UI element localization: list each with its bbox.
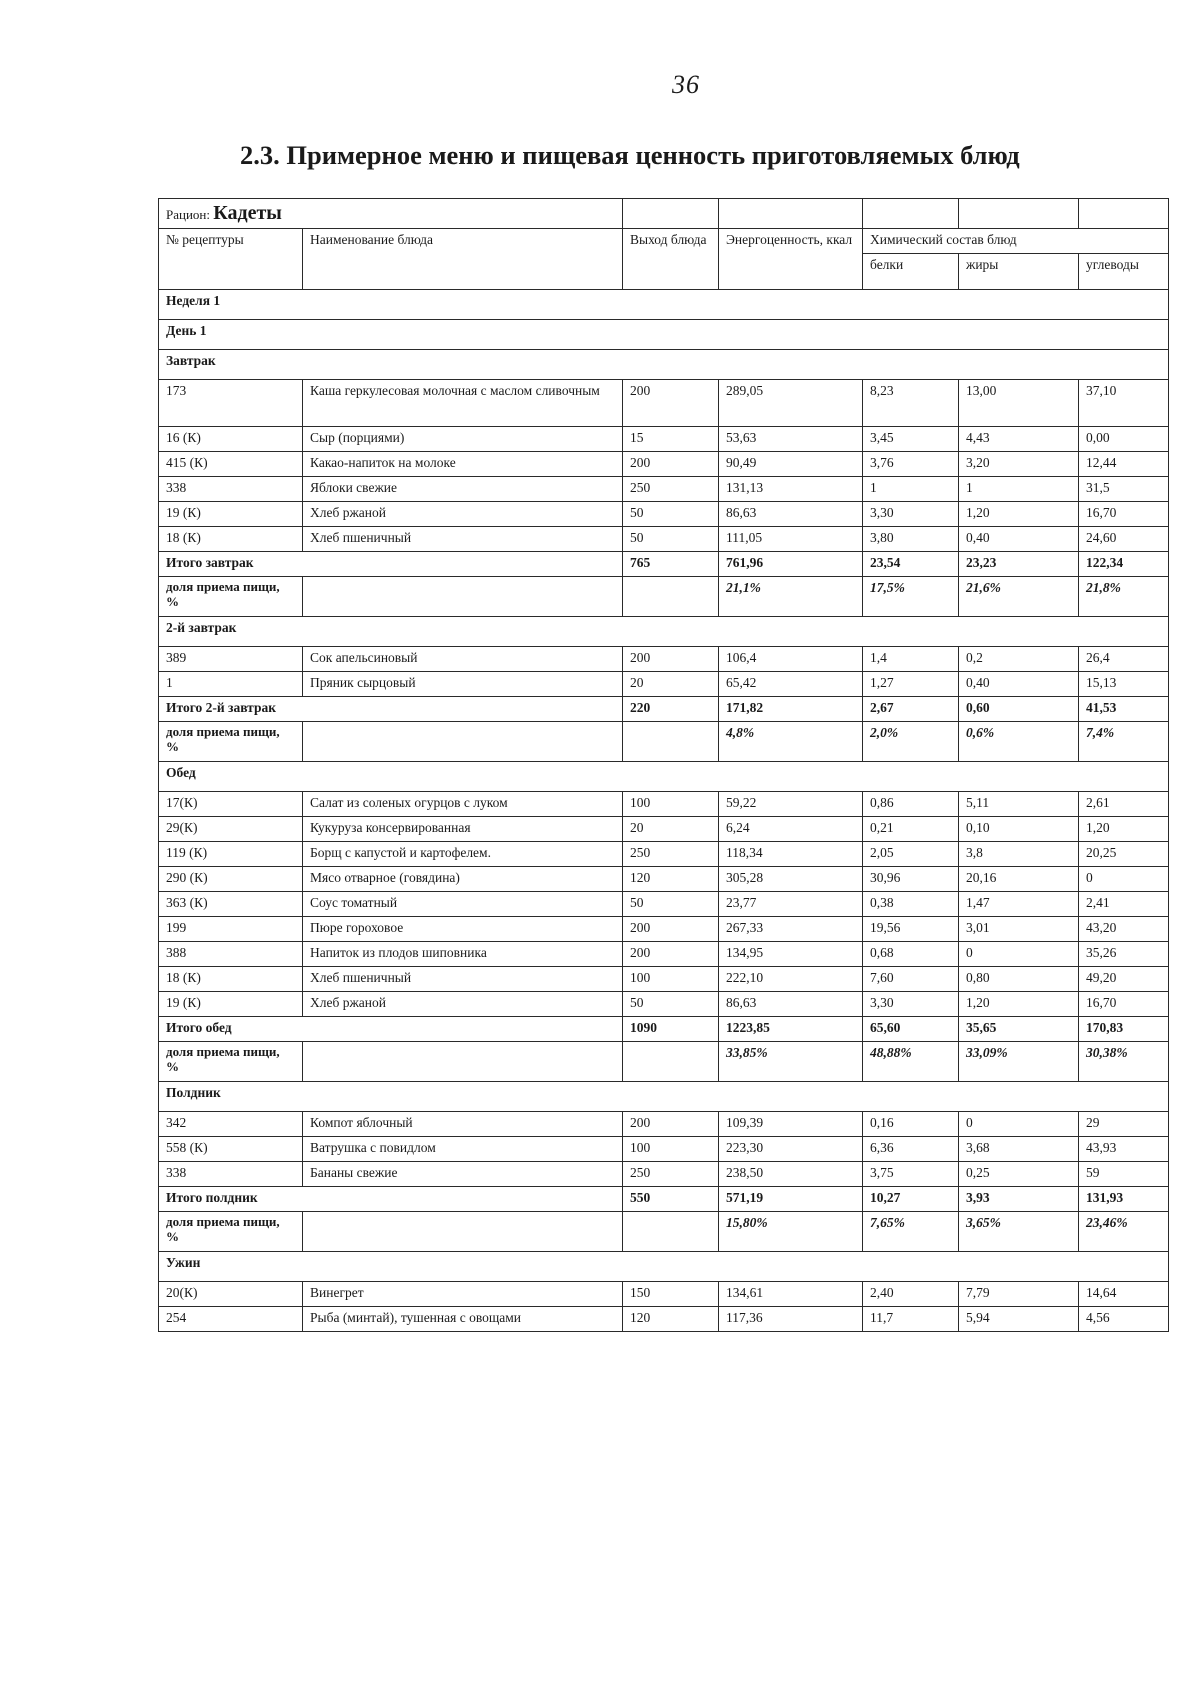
total-label: Итого 2-й завтрак: [159, 697, 623, 722]
share-carbs: 21,8%: [1079, 577, 1169, 617]
fat-cell: 5,11: [959, 792, 1079, 817]
total-row: [159, 1187, 1169, 1212]
share-label: доля приема пищи, %: [159, 722, 303, 762]
dish-cell: Борщ с капустой и картофелем.: [303, 842, 623, 867]
yield-cell: 250: [623, 477, 719, 502]
energy-cell: 23,77: [719, 892, 863, 917]
fat-cell: 3,20: [959, 452, 1079, 477]
recipe-cell: 16 (К): [159, 427, 303, 452]
menu-table: [158, 198, 1169, 1332]
share-empty-cell: [303, 1042, 623, 1082]
total-yield: 220: [623, 697, 719, 722]
protein-cell: 3,80: [863, 527, 959, 552]
energy-cell: 53,63: [719, 427, 863, 452]
recipe-cell: 389: [159, 647, 303, 672]
share-empty-cell: [623, 1212, 719, 1252]
yield-cell: 200: [623, 1112, 719, 1137]
table-row: [159, 867, 1169, 892]
total-row: [159, 697, 1169, 722]
carbs-cell: 12,44: [1079, 452, 1169, 477]
dish-cell: Напиток из плодов шиповника: [303, 942, 623, 967]
dish-cell: Кукуруза консервированная: [303, 817, 623, 842]
recipe-cell: 20(К): [159, 1282, 303, 1307]
total-label: Итого завтрак: [159, 552, 623, 577]
energy-cell: 106,4: [719, 647, 863, 672]
recipe-cell: 290 (К): [159, 867, 303, 892]
fat-cell: 0: [959, 1112, 1079, 1137]
fat-cell: 3,01: [959, 917, 1079, 942]
table-row: [159, 1282, 1169, 1307]
recipe-cell: 1: [159, 672, 303, 697]
dish-cell: Пряник сырцовый: [303, 672, 623, 697]
dish-cell: Яблоки свежие: [303, 477, 623, 502]
yield-cell: 20: [623, 672, 719, 697]
total-energy: 761,96: [719, 552, 863, 577]
fat-cell: 3,8: [959, 842, 1079, 867]
share-empty-cell: [623, 577, 719, 617]
carbs-cell: 31,5: [1079, 477, 1169, 502]
fat-cell: 0,25: [959, 1162, 1079, 1187]
dish-cell: Сок апельсиновый: [303, 647, 623, 672]
col-recipe-header: № рецептуры: [159, 229, 303, 290]
fat-cell: 3,68: [959, 1137, 1079, 1162]
protein-cell: 6,36: [863, 1137, 959, 1162]
share-row: [159, 1212, 1169, 1252]
yield-cell: 200: [623, 452, 719, 477]
table-row: [159, 992, 1169, 1017]
table-row: [159, 1307, 1169, 1332]
dish-cell: Какао-напиток на молоке: [303, 452, 623, 477]
share-label: доля приема пищи, %: [159, 1042, 303, 1082]
protein-cell: 19,56: [863, 917, 959, 942]
fat-cell: 5,94: [959, 1307, 1079, 1332]
share-protein: 7,65%: [863, 1212, 959, 1252]
share-energy: 21,1%: [719, 577, 863, 617]
share-empty-cell: [303, 577, 623, 617]
energy-cell: 223,30: [719, 1137, 863, 1162]
table-row: [159, 647, 1169, 672]
share-empty-cell: [303, 722, 623, 762]
yield-cell: 200: [623, 917, 719, 942]
protein-cell: 0,86: [863, 792, 959, 817]
total-energy: 571,19: [719, 1187, 863, 1212]
carbs-cell: 26,4: [1079, 647, 1169, 672]
dish-cell: Хлеб пшеничный: [303, 967, 623, 992]
energy-cell: 134,61: [719, 1282, 863, 1307]
table-row: [159, 502, 1169, 527]
table-row: [159, 527, 1169, 552]
yield-cell: 150: [623, 1282, 719, 1307]
dish-cell: Ватрушка с повидлом: [303, 1137, 623, 1162]
protein-cell: 8,23: [863, 380, 959, 427]
protein-cell: 2,40: [863, 1282, 959, 1307]
table-row: [159, 817, 1169, 842]
total-fat: 23,23: [959, 552, 1079, 577]
energy-cell: 238,50: [719, 1162, 863, 1187]
recipe-cell: 18 (К): [159, 527, 303, 552]
table-row: [159, 942, 1169, 967]
yield-cell: 250: [623, 1162, 719, 1187]
yield-cell: 100: [623, 792, 719, 817]
meal-section-row: [159, 1252, 1169, 1282]
day-label: День 1: [159, 320, 1169, 350]
protein-cell: 3,45: [863, 427, 959, 452]
protein-cell: 11,7: [863, 1307, 959, 1332]
yield-cell: 200: [623, 942, 719, 967]
table-row: [159, 452, 1169, 477]
fat-cell: 7,79: [959, 1282, 1079, 1307]
yield-cell: 50: [623, 892, 719, 917]
fat-cell: 0: [959, 942, 1079, 967]
fat-cell: 0,2: [959, 647, 1079, 672]
energy-cell: 267,33: [719, 917, 863, 942]
recipe-cell: 338: [159, 477, 303, 502]
table-row: [159, 917, 1169, 942]
total-yield: 1090: [623, 1017, 719, 1042]
dish-cell: Салат из соленых огурцов с луком: [303, 792, 623, 817]
yield-cell: 120: [623, 867, 719, 892]
total-fat: 3,93: [959, 1187, 1079, 1212]
recipe-cell: 19 (К): [159, 992, 303, 1017]
share-row: [159, 1042, 1169, 1082]
total-row: [159, 552, 1169, 577]
fat-cell: 0,40: [959, 527, 1079, 552]
meal-name: Полдник: [159, 1082, 1169, 1112]
table-row: [159, 842, 1169, 867]
yield-cell: 200: [623, 647, 719, 672]
fat-cell: 13,00: [959, 380, 1079, 427]
meal-name: Обед: [159, 762, 1169, 792]
fat-cell: 4,43: [959, 427, 1079, 452]
dish-cell: Компот яблочный: [303, 1112, 623, 1137]
total-energy: 1223,85: [719, 1017, 863, 1042]
carbs-cell: 49,20: [1079, 967, 1169, 992]
ration-value: Кадеты: [213, 202, 282, 224]
fat-cell: 1: [959, 477, 1079, 502]
yield-cell: 100: [623, 967, 719, 992]
protein-cell: 3,30: [863, 502, 959, 527]
col-yield-header: Выход блюда: [623, 229, 719, 290]
fat-cell: 1,47: [959, 892, 1079, 917]
energy-cell: 59,22: [719, 792, 863, 817]
carbs-cell: 59: [1079, 1162, 1169, 1187]
day-row: [159, 320, 1169, 350]
share-fat: 21,6%: [959, 577, 1079, 617]
share-fat: 3,65%: [959, 1212, 1079, 1252]
recipe-cell: 254: [159, 1307, 303, 1332]
total-carbs: 41,53: [1079, 697, 1169, 722]
fat-cell: 20,16: [959, 867, 1079, 892]
carbs-cell: 0: [1079, 867, 1169, 892]
carbs-cell: 14,64: [1079, 1282, 1169, 1307]
dish-cell: Сыр (порциями): [303, 427, 623, 452]
col-fat-header: жиры: [959, 254, 1079, 290]
fat-cell: 0,40: [959, 672, 1079, 697]
share-energy: 15,80%: [719, 1212, 863, 1252]
carbs-cell: 24,60: [1079, 527, 1169, 552]
dish-cell: Соус томатный: [303, 892, 623, 917]
carbs-cell: 16,70: [1079, 992, 1169, 1017]
carbs-cell: 0,00: [1079, 427, 1169, 452]
page-number: 36: [672, 70, 700, 99]
table-row: [159, 1137, 1169, 1162]
carbs-cell: 37,10: [1079, 380, 1169, 427]
meal-name: 2-й завтрак: [159, 617, 1169, 647]
yield-cell: 200: [623, 380, 719, 427]
week-row: [159, 290, 1169, 320]
energy-cell: 134,95: [719, 942, 863, 967]
yield-cell: 100: [623, 1137, 719, 1162]
total-protein: 65,60: [863, 1017, 959, 1042]
header-empty-cell: [719, 199, 863, 229]
meal-name: Ужин: [159, 1252, 1169, 1282]
header-empty-cell: [1079, 199, 1169, 229]
share-carbs: 7,4%: [1079, 722, 1169, 762]
header-empty-cell: [863, 199, 959, 229]
meal-section-row: [159, 762, 1169, 792]
table-row: [159, 792, 1169, 817]
energy-cell: 117,36: [719, 1307, 863, 1332]
yield-cell: 50: [623, 992, 719, 1017]
protein-cell: 1,4: [863, 647, 959, 672]
energy-cell: 86,63: [719, 992, 863, 1017]
share-protein: 48,88%: [863, 1042, 959, 1082]
carbs-cell: 35,26: [1079, 942, 1169, 967]
recipe-cell: 17(К): [159, 792, 303, 817]
share-protein: 17,5%: [863, 577, 959, 617]
share-label: доля приема пищи, %: [159, 577, 303, 617]
carbs-cell: 16,70: [1079, 502, 1169, 527]
share-row: [159, 722, 1169, 762]
carbs-cell: 43,20: [1079, 917, 1169, 942]
yield-cell: 20: [623, 817, 719, 842]
total-protein: 2,67: [863, 697, 959, 722]
total-protein: 10,27: [863, 1187, 959, 1212]
meal-name: Завтрак: [159, 350, 1169, 380]
col-dish-header: Наименование блюда: [303, 229, 623, 290]
carbs-cell: 43,93: [1079, 1137, 1169, 1162]
dish-cell: Рыба (минтай), тушенная с овощами: [303, 1307, 623, 1332]
energy-cell: 65,42: [719, 672, 863, 697]
protein-cell: 3,75: [863, 1162, 959, 1187]
protein-cell: 0,16: [863, 1112, 959, 1137]
yield-cell: 120: [623, 1307, 719, 1332]
recipe-cell: 558 (К): [159, 1137, 303, 1162]
carbs-cell: 4,56: [1079, 1307, 1169, 1332]
carbs-cell: 1,20: [1079, 817, 1169, 842]
total-carbs: 170,83: [1079, 1017, 1169, 1042]
table-row: [159, 380, 1169, 427]
share-fat: 33,09%: [959, 1042, 1079, 1082]
carbs-cell: 2,41: [1079, 892, 1169, 917]
recipe-cell: 18 (К): [159, 967, 303, 992]
yield-cell: 50: [623, 502, 719, 527]
recipe-cell: 173: [159, 380, 303, 427]
carbs-cell: 15,13: [1079, 672, 1169, 697]
dish-cell: Хлеб ржаной: [303, 502, 623, 527]
ration-label: Рацион:: [166, 207, 210, 222]
yield-cell: 250: [623, 842, 719, 867]
recipe-cell: 19 (К): [159, 502, 303, 527]
total-fat: 35,65: [959, 1017, 1079, 1042]
share-empty-cell: [623, 722, 719, 762]
table-row: [159, 672, 1169, 697]
table-row: [159, 892, 1169, 917]
total-label: Итого полдник: [159, 1187, 623, 1212]
protein-cell: 7,60: [863, 967, 959, 992]
share-protein: 2,0%: [863, 722, 959, 762]
energy-cell: 111,05: [719, 527, 863, 552]
dish-cell: Хлеб ржаной: [303, 992, 623, 1017]
header-row-2: [159, 229, 1169, 254]
total-label: Итого обед: [159, 1017, 623, 1042]
recipe-cell: 342: [159, 1112, 303, 1137]
protein-cell: 1: [863, 477, 959, 502]
protein-cell: 2,05: [863, 842, 959, 867]
recipe-cell: 363 (К): [159, 892, 303, 917]
ration-cell: [159, 199, 623, 229]
fat-cell: 0,80: [959, 967, 1079, 992]
meal-section-row: [159, 617, 1169, 647]
menu-table-body: [159, 199, 1169, 1332]
total-row: [159, 1017, 1169, 1042]
protein-cell: 0,68: [863, 942, 959, 967]
yield-cell: 50: [623, 527, 719, 552]
col-energy-header: Энергоценность, ккал: [719, 229, 863, 290]
energy-cell: 222,10: [719, 967, 863, 992]
energy-cell: 90,49: [719, 452, 863, 477]
recipe-cell: 119 (К): [159, 842, 303, 867]
energy-cell: 86,63: [719, 502, 863, 527]
dish-cell: Каша геркулесовая молочная с маслом сливочным: [303, 380, 623, 427]
recipe-cell: 199: [159, 917, 303, 942]
dish-cell: Хлеб пшеничный: [303, 527, 623, 552]
meal-section-row: [159, 350, 1169, 380]
dish-cell: Мясо отварное (говядина): [303, 867, 623, 892]
dish-cell: Винегрет: [303, 1282, 623, 1307]
col-chem-header: Химический состав блюд: [863, 229, 1169, 254]
recipe-cell: 415 (К): [159, 452, 303, 477]
total-energy: 171,82: [719, 697, 863, 722]
col-protein-header: белки: [863, 254, 959, 290]
table-row: [159, 427, 1169, 452]
table-row: [159, 1162, 1169, 1187]
col-carbs-header: углеводы: [1079, 254, 1169, 290]
share-carbs: 30,38%: [1079, 1042, 1169, 1082]
table-row: [159, 1112, 1169, 1137]
total-carbs: 131,93: [1079, 1187, 1169, 1212]
meal-section-row: [159, 1082, 1169, 1112]
energy-cell: 289,05: [719, 380, 863, 427]
energy-cell: 118,34: [719, 842, 863, 867]
share-energy: 4,8%: [719, 722, 863, 762]
total-yield: 765: [623, 552, 719, 577]
protein-cell: 3,76: [863, 452, 959, 477]
page-title: 2.3. Примерное меню и пищевая ценность приготовляемых блюд: [240, 140, 1020, 170]
protein-cell: 3,30: [863, 992, 959, 1017]
recipe-cell: 338: [159, 1162, 303, 1187]
share-empty-cell: [623, 1042, 719, 1082]
fat-cell: 0,10: [959, 817, 1079, 842]
total-fat: 0,60: [959, 697, 1079, 722]
yield-cell: 15: [623, 427, 719, 452]
protein-cell: 1,27: [863, 672, 959, 697]
dish-cell: Бананы свежие: [303, 1162, 623, 1187]
carbs-cell: 29: [1079, 1112, 1169, 1137]
carbs-cell: 2,61: [1079, 792, 1169, 817]
energy-cell: 305,28: [719, 867, 863, 892]
fat-cell: 1,20: [959, 992, 1079, 1017]
total-protein: 23,54: [863, 552, 959, 577]
carbs-cell: 20,25: [1079, 842, 1169, 867]
header-row-1: [159, 199, 1169, 229]
energy-cell: 6,24: [719, 817, 863, 842]
share-energy: 33,85%: [719, 1042, 863, 1082]
recipe-cell: 388: [159, 942, 303, 967]
total-yield: 550: [623, 1187, 719, 1212]
week-label: Неделя 1: [159, 290, 1169, 320]
protein-cell: 0,21: [863, 817, 959, 842]
recipe-cell: 29(К): [159, 817, 303, 842]
protein-cell: 0,38: [863, 892, 959, 917]
table-row: [159, 477, 1169, 502]
share-label: доля приема пищи, %: [159, 1212, 303, 1252]
header-empty-cell: [959, 199, 1079, 229]
protein-cell: 30,96: [863, 867, 959, 892]
share-row: [159, 577, 1169, 617]
dish-cell: Пюре гороховое: [303, 917, 623, 942]
energy-cell: 109,39: [719, 1112, 863, 1137]
share-carbs: 23,46%: [1079, 1212, 1169, 1252]
energy-cell: 131,13: [719, 477, 863, 502]
table-row: [159, 967, 1169, 992]
total-carbs: 122,34: [1079, 552, 1169, 577]
fat-cell: 1,20: [959, 502, 1079, 527]
share-empty-cell: [303, 1212, 623, 1252]
header-empty-cell: [623, 199, 719, 229]
share-fat: 0,6%: [959, 722, 1079, 762]
